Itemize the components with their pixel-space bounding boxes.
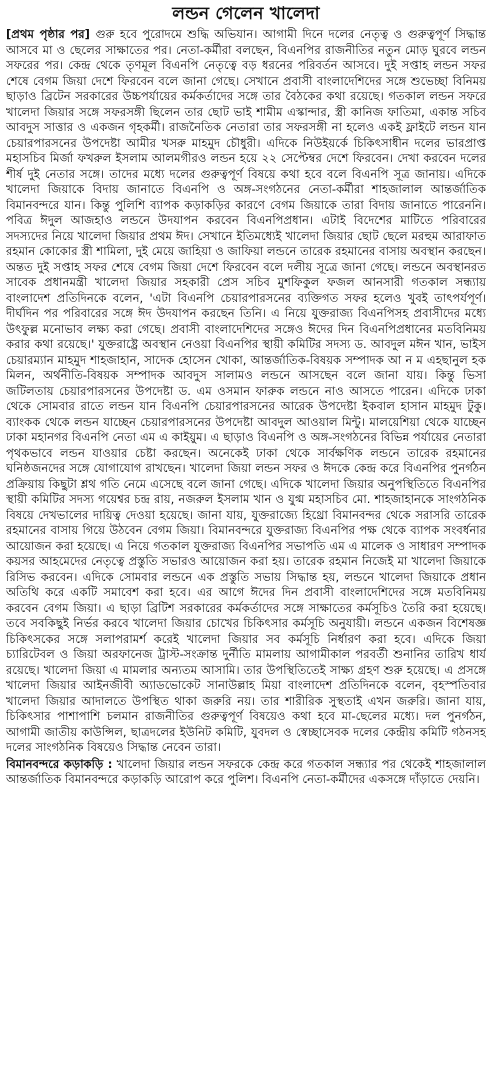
article-body-text: গুরু হবে পুরোদমে শুদ্ধি অভিযান। আগামী দিনে দলের নেতৃত্ব ও গুরুত্বপূর্ণ সিদ্ধান্ত আসবে মা ও ছেলের সাক্ষাতের পর। নেতা-কর্মীরা বলছেন, বিএনপির রাজনীতির নতুন মোড় ঘুরবে লন্ডন সফরের পর। কেন্দ্র থেকে তৃণমূল বিএনপি নেতৃত্বে বড় ধরনের পরিবর্তন আসবে। দুই সপ্তাহ লন্ডন সফর শেষে বেগম জিয়া দেশে ফিরবেন বলে জানা গেছে। সেখানে প্রবাসী বাংলাদেশিদের সঙ্গে শুভেচ্ছা বিনিময় ছাড়াও ব্রিটেন সরকারের উচ্চপর্যায়ের কর্মকর্তাদের সঙ্গে তার বৈঠকের কথা রয়েছে। গতকাল লন্ডন সফরে খালেদা জিয়ার সঙ্গে সফরসঙ্গী ছিলেন তার ছোট ভাই শামীম এস্কান্দার, স্ত্রী কানিজ ফাতিমা, একান্ত সচিব আবদুস সাত্তার ও একজন গৃহকর্মী। রাজনৈতিক নেতারা তার সফরসঙ্গী না হলেও একই ফ্লাইটে লন্ডন যান চেয়ারপারসনের উপদেষ্টা আমীর খসরু মাহমুদ চৌধুরী। এদিকে নিউইয়র্কে চিকিৎসাধীন দলের ভারপ্রাপ্ত মহাসচিব মির্জা ফখরুল ইসলাম আলমগীরও লন্ডন হয়ে ২২ সেপ্টেম্বর দেশে ফিরবেন। দেখা করবেন দলের শীর্ষ দুই নেতার সঙ্গে। তাদের মধ্যে দলের গুরুত্বপূর্ণ বিষয়ে কথা হবে বলে বিএনপি সূত্র জানায়। এদিকে খালেদা জিয়াকে বিদায় জানাতে বিএনপি ও অঙ্গ-সংগঠনের নেতা-কর্মীরা শাহজালাল আন্তর্জাতিক বিমানবন্দরে যান। কিন্তু পুলিশি ব্যাপক কড়াকড়ির কারণে বেগম জিয়াকে তারা বিদায় জানাতে পারেননি। পবিত্র ঈদুল আজহাও লন্ডনে উদযাপন করবেন বিএনপিপ্রধান। এটাই বিদেশের মাটিতে পরিবারের সদস্যদের নিয়ে খালেদা জিয়ার প্রথম ঈদ। সেখানে ইতিমধ্যেই খালেদা জিয়ার ছোট ছেলে মরহুম আরাফাত রহমান কোকোর স্ত্রী শামিলা, দুই মেয়ে জাহিয়া ও জাফিয়া লন্ডনে তারেক রহমানের বাসায় অবস্থান করছেন। অন্তত দুই সপ্তাহ সফর শেষে বেগম জিয়া দেশে ফিরবেন বলে দলীয় সূত্রে জানা গেছে। লন্ডনে অবস্থানরত সাবেক প্রধানমন্ত্রী খালেদা জিয়ার সহকারী প্রেস সচিব মুশফিকুল ফজল আনসারী গতকাল সন্ধ্যায় বাংলাদেশ প্রতিদিনকে বলেন, 'এটা বিএনপি চেয়ারপারসনের ব্যক্তিগত সফর হলেও খুবই তাৎপর্যপূর্ণ। দীর্ঘদিন পর পরিবারের সঙ্গে ঈদ উদযাপন করছেন তিনি। এ নিয়ে যুক্তরাজ্য বিএনপিসহ প্রবাসীদের মধ্যে উৎফুল্ল মনোভাব লক্ষ্য করা গেছে। প্রবাসী বাংলাদেশিদের সঙ্গেও ঈদের দিন বিএনপিপ্রধানের মতবিনিময় করার কথা রয়েছে।' যুক্তরাষ্ট্রে অবস্থান নেওয়া বিএনপির স্থায়ী কমিটির সদস্য ড. আবদুল মঈন খান, ভাইস চেয়ারম্যান মাহমুদ শাহজাহান, সাদেক হোসেন খোকা, আন্তর্জাতিক-বিষয়ক সম্পাদক আ ন ম এহছানুল হক মিলন, অর্থনীতি-বিষয়ক সম্পাদক আবদুস সালামও লন্ডনে আসছেন বলে জানা যায়। কিন্তু ভিসা জটিলতায় চেয়ারপারসনের উপদেষ্টা ড. এম ওসমান ফারুক লন্ডনে নাও আসতে পারেন। এদিকে ঢাকা থেকে সোমবার রাতে লন্ডন যান বিএনপি চেয়ারপারসনের আরেক উপদেষ্টা ইকবাল হাসান মাহমুদ টুকু। ব্যাংকক থেকে লন্ডন যাচ্ছেন চেয়ারপারসনের উপদেষ্টা আবদুল আওয়াল মিন্টু। মালয়েশিয়া থেকে যাচ্ছেন ঢাকা মহানগর বিএনপি নেতা এম এ কাইয়ুম। এ ছাড়াও বিএনপি ও অঙ্গ-সংগঠনের বিভিন্ন পর্যায়ের নেতারা পৃথকভাবে লন্ডন যাওয়ার চেষ্টা করছেন। অনেকেই ঢাকা থেকে সার্বক্ষণিক লন্ডনে তারেক রহমানের ঘনিষ্ঠজনদের সঙ্গে যোগাযোগ রাখছেন। খালেদা জিয়া লন্ডন সফর ও ঈদকে কেন্দ্র করে বিএনপির পুনর্গঠন প্রক্রিয়ায় কিছুটা শ্লথ গতি নেমে এসেছে বলে জানা গেছে। এদিকে খালেদা জিয়ার অনুপস্থিতিতে বিএনপির স্থায়ী কমিটির সদস্য গয়েশ্বর চন্দ্র রায়, নজরুল ইসলাম খান ও যুগ্ম মহাসচিব মো. শাহজাহানকে সাংগঠনিক বিষয়ে দেখভালের দায়িত্ব দেওয়া হয়েছে। জানা যায়, যুক্তরাজ্যে হিথ্রো বিমানবন্দর থেকে সরাসরি তারেক রহমানের বাসায় গিয়ে উঠবেন বেগম জিয়া। বিমানবন্দরে যুক্তরাজ্য বিএনপির পক্ষ থেকে ব্যাপক সংবর্ধনার আয়োজন করা হয়েছে। এ নিয়ে গতকাল যুক্তরাজ্য বিএনপির সভাপতি এম এ মালেক ও সাধারণ সম্পাদক কয়সর আহমেদের নেতৃত্বে প্রস্তুতি সভারও আয়োজন করা হয়। তারেক রহমান নিজেই মা খালেদা জিয়াকে রিসিভ করবেন। এদিকে সোমবার লন্ডনে এক প্রস্তুতি সভায় সিদ্ধান্ত হয়, লন্ডনে খালেদা জিয়াকে প্রধান অতিথি করে একটি সমাবেশ করা হবে। এর আগে ঈদের দিন প্রবাসী বাংলাদেশিদের সঙ্গে মতবিনিময় করবেন বেগম জিয়া। এ ছাড়া ব্রিটিশ সরকারের কর্মকর্তাদের সঙ্গে সাক্ষাতের কর্মসূচিও তৈরি করা হয়েছে। তবে সবকিছুই নির্ভর করবে খালেদা জিয়ার চোখের চিকিৎসার কর্মসূচি অনুযায়ী। লন্ডনে একজন বিশেষজ্ঞ চিকিৎসকের সঙ্গে সলাপরামর্শ করেই খালেদা জিয়ার সব কর্মসূচি নির্ধারণ করা হবে। এদিকে জিয়া চ্যারিটেবল ও জিয়া অরফানেজ ট্রাস্ট-সংক্রান্ত দুর্নীতি মামলায় আগামীকাল পরবর্তী শুনানির তারিখ ধার্য রয়েছে। খালেদা জিয়া এ মামলার অন্যতম আসামি। তার উপস্থিতিতেই সাক্ষ্য গ্রহণ শুরু হয়েছে। এ প্রসঙ্গে খালেদা জিয়ার আইনজীবী অ্যাডভোকেট সানাউল্লাহ মিয়া বাংলাদেশ প্রতিদিনকে বলেন, বৃহস্পতিবার খালেদা জিয়ার আদালতে উপস্থিত থাকা জরুরি নয়। তার শারীরিক সুস্থতাই এখন জরুরি। জানা যায়, চিকিৎসার পাশাপাশি চলমান রাজনীতির গুরুত্বপূর্ণ বিষয়েও কথা হবে মা-ছেলের মধ্যে। দল পুনর্গঠন, আগামী জাতীয় কাউন্সিল, ছাত্রদলের ইউনিট কমিটি, যুবদল ও স্বেচ্ছাসেবক দলের কেন্দ্রীয় কমিটি গঠনসহ দলের সাংগঠনিক বিষয়েও সিদ্ধান্ত নেবেন তারা। <box>6 27 486 754</box>
headline: লন্ডন গেলেন খালেদা <box>172 4 320 24</box>
section-subhead: বিমানবন্দরে কড়াকড়ি : <box>6 756 113 771</box>
continuation-label: [প্রথম পৃষ্ঠার পর] <box>6 27 90 41</box>
article-body-paragraph <box>6 27 486 756</box>
news-article <box>6 0 486 1071</box>
section-body-text: খালেদা জিয়ার লন্ডন সফরকে কেন্দ্র করে গতকাল সন্ধ্যার পর থেকেই শাহজালাল আন্তর্জাতিক বিমানবন্দরে কড়াকড়ি আরোপ করে পুলিশ। বিএনপি নেতা-কর্মীদের একসঙ্গে দাঁড়াতে দেয়নি। <box>6 756 486 786</box>
airport-section-paragraph <box>6 757 486 788</box>
